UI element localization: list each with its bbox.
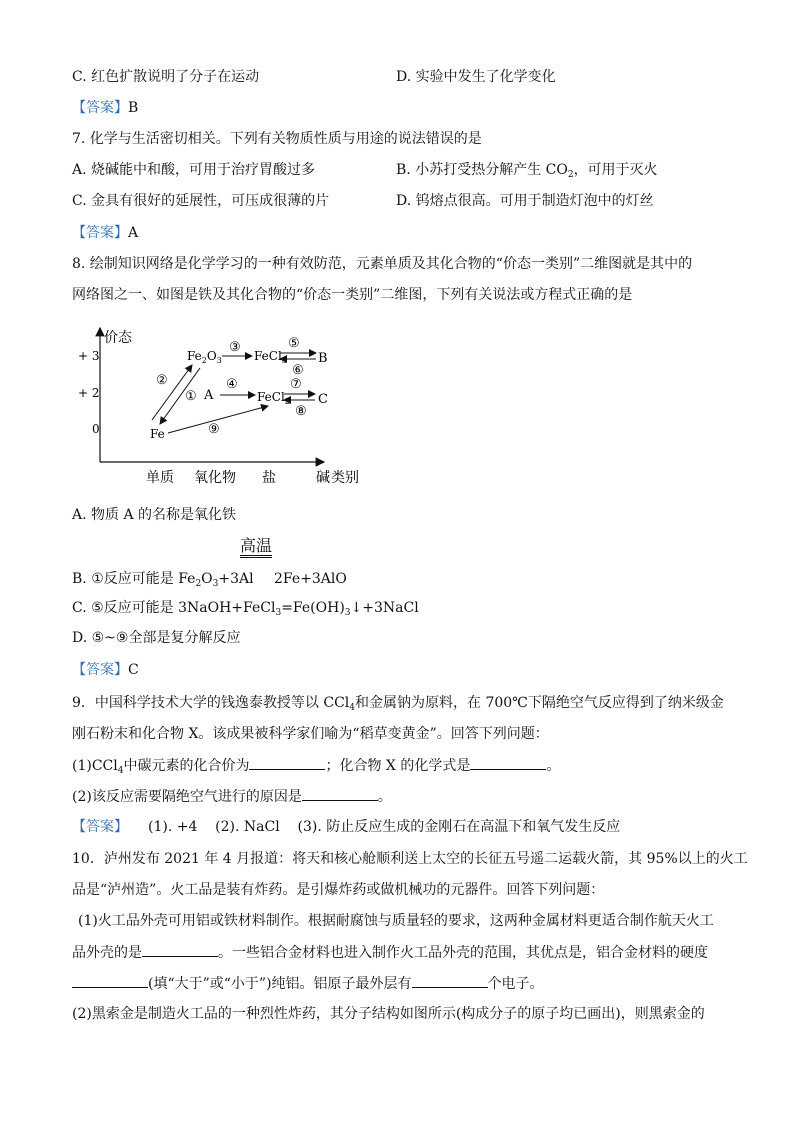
x-tick-oxide: 氧化物 xyxy=(194,470,236,486)
step-1: ① xyxy=(185,389,197,404)
q8-option-b-mid: O xyxy=(201,571,213,587)
q8-stem-line2: 网络图之一、如图是铁及其化合物的“价态一类别”二维图，下列有关说法或方程式正确的是 xyxy=(72,287,633,303)
step-7: ⑦ xyxy=(290,377,302,392)
q7-option-b-text-end: ，可用于灭火 xyxy=(573,162,658,178)
x-tick-element: 单质 xyxy=(146,470,174,486)
q8-option-c-end: ↓+3NaCl xyxy=(350,600,419,616)
step-5: ⑤ xyxy=(288,336,300,351)
q7-option-b-text: B. 小苏打受热分解产生 CO xyxy=(396,162,568,178)
step-9: ⑨ xyxy=(208,422,220,437)
q8-option-b-products: 2Fe+3AlO xyxy=(274,571,347,587)
y-tick-plus3: + 3 xyxy=(78,349,100,363)
q6-option-d: D. 实验中发生了化学变化 xyxy=(396,69,556,85)
answer-tag: 【答案】 xyxy=(72,662,128,678)
q7-option-c: C. 金具有很好的延展性，可压成很薄的片 xyxy=(72,193,330,209)
q8-option-c xyxy=(72,598,419,623)
q9-stem-line2: 刚石粉末和化合物 X。该成果被科学家们喻为“稻草变黄金”。回答下列问题： xyxy=(72,726,549,742)
y-tick-zero: 0 xyxy=(92,422,100,436)
q9-question-1 xyxy=(72,755,560,781)
q8-option-d: D. ⑤~⑨全部是复分解反应 xyxy=(72,630,241,646)
answer-tag: 【答案】 xyxy=(72,819,128,835)
answer-value: A xyxy=(128,225,139,241)
answer-value: C xyxy=(128,662,139,678)
q10-question-1-line1: (1)火工品外壳可用铝或铁材料制作。根据耐腐蚀与质量轻的要求，这两种金属材料更适合制作航天火工 xyxy=(78,913,714,929)
q10-q1-text: 品外壳的是 xyxy=(72,945,142,961)
q9-stem-line1 xyxy=(72,693,724,718)
answer-value: B xyxy=(128,100,139,116)
step-4: ④ xyxy=(226,377,238,392)
q10-question-1-line2 xyxy=(72,942,708,963)
q9-q2-blank[interactable] xyxy=(302,786,378,801)
q8-option-b-sub1: 2 xyxy=(195,579,202,589)
q7-option-b xyxy=(396,160,658,185)
q10-q1-blank-1[interactable] xyxy=(142,942,218,957)
q10-q1-blank-3[interactable] xyxy=(412,973,488,988)
answer-tag: 【答案】 xyxy=(72,225,128,241)
node-fe2o3: $Fe_2O_3$ xyxy=(187,349,222,365)
x-tick-salt: 盐 xyxy=(262,470,276,486)
node-fecl2: FeCl$_2$ xyxy=(257,390,290,406)
q9-answer xyxy=(72,817,620,837)
q7-stem: 7. 化学与生活密切相关。下列有关物质性质与用途的说法错误的是 xyxy=(72,131,482,147)
y-axis-label: 价态 xyxy=(104,330,132,346)
q10-stem-line1: 10．泸州发布 2021 年 4 月报道：将天和核心舱顺利送上太空的长征五号遥二运载火箭，其 95%以上的火工 xyxy=(72,851,748,867)
x-axis-label: 类别 xyxy=(331,470,359,486)
iron-valence-category-diagram xyxy=(72,320,372,490)
q8-option-b-text: B. ①反应可能是 Fe xyxy=(72,571,196,587)
q8-option-c-text: C. ⑤反应可能是 3NaOH+FeCl xyxy=(72,600,276,616)
q9-stem-text-end: 和金属钠为原料，在 700℃下隔绝空气反应得到了纳米级金 xyxy=(355,695,724,711)
q10-q1-blank-2[interactable] xyxy=(72,973,148,988)
step-8: ⑧ xyxy=(295,404,307,419)
q9-stem-text: 9．中国科学技术大学的钱逸泰教授等以 CCl xyxy=(72,695,350,711)
node-fecl3: FeCl$_3$ xyxy=(254,349,287,365)
q10-question-2-line1: (2)黑索金是制造火工品的一种烈性炸药，其分子结构如图所示(构成分子的原子均已画出)，则黑索金的 xyxy=(72,1006,705,1022)
q8-option-a: A. 物质 A 的名称是氧化铁 xyxy=(72,507,237,523)
step-3: ③ xyxy=(229,340,241,355)
step-2: ② xyxy=(156,373,168,388)
q10-question-1-line3 xyxy=(72,973,544,994)
q9-q1-text: (1)CCl xyxy=(72,758,118,774)
q9-q2-text: (2)该反应需要隔绝空气进行的原因是 xyxy=(72,789,302,805)
q8-option-b-reactants: +3Al xyxy=(218,571,254,587)
q8-reaction-condition: 高温 xyxy=(240,537,272,558)
step-6: ⑥ xyxy=(292,363,304,378)
q8-option-c-sub1: 3 xyxy=(275,608,282,618)
q9-q1-blank-1[interactable] xyxy=(249,755,325,770)
q9-q2-text-end: 。 xyxy=(377,789,392,805)
q8-option-c-sub2: 3 xyxy=(344,608,351,618)
q9-q1-blank-2[interactable] xyxy=(470,755,546,770)
q8-option-b-sub2: 3 xyxy=(212,579,219,589)
q9-q1-subscript: 4 xyxy=(117,766,124,776)
node-a: A xyxy=(204,388,214,403)
q9-q1-text-mid: 中碳元素的化合价为 xyxy=(123,758,250,774)
q10-stem-line2: 品是“泸州造”。火工品是装有炸药。是引爆炸药或做机械功的元器件。回答下列问题： xyxy=(72,882,605,898)
q8-answer xyxy=(72,660,139,680)
q9-q1-text-mid2: ；化合物 X 的化学式是 xyxy=(325,758,471,774)
q9-question-2 xyxy=(72,786,392,807)
q8-stem-line1: 8. 绘制知识网络是化学学习的一种有效防范，元素单质及其化合物的“价态一类别”二维图就是其中的 xyxy=(72,256,693,272)
q10-q1-text-end: 。一些铝合金材料也进入制作火工品外壳的范围，其优点是，铝合金材料的硬度 xyxy=(218,945,708,961)
q6-answer xyxy=(72,98,138,118)
q7-option-d: D. 钨熔点很高。可用于制造灯泡中的灯丝 xyxy=(396,193,654,209)
q8-option-b xyxy=(72,569,254,594)
q6-option-c: C. 红色扩散说明了分子在运动 xyxy=(72,69,260,85)
answer-tag: 【答案】 xyxy=(72,100,128,116)
q9-q1-text-end: 。 xyxy=(546,758,561,774)
node-fe: Fe xyxy=(150,427,165,441)
node-c: C xyxy=(318,392,328,407)
answer-value: (1). +4 (2). NaCl (3). 防止反应生成的金刚石在高温下和氧气发生反应 xyxy=(148,819,621,835)
q7-option-a: A. 烧碱能中和酸，可用于治疗胃酸过多 xyxy=(72,162,316,178)
q10-q1-text-tail: 个电子。 xyxy=(487,976,544,992)
q7-answer xyxy=(72,223,138,243)
q7-option-b-subscript: 2 xyxy=(567,170,574,180)
x-tick-base: 碱 xyxy=(316,470,330,486)
node-b: B xyxy=(318,351,328,366)
q8-option-c-mid: =Fe(OH) xyxy=(281,600,345,616)
y-tick-plus2: + 2 xyxy=(78,386,100,400)
q9-stem-subscript: 4 xyxy=(349,703,355,713)
q10-q1-text-mid: (填“大于”或“小于”)纯铝。铝原子最外层有 xyxy=(148,976,412,992)
